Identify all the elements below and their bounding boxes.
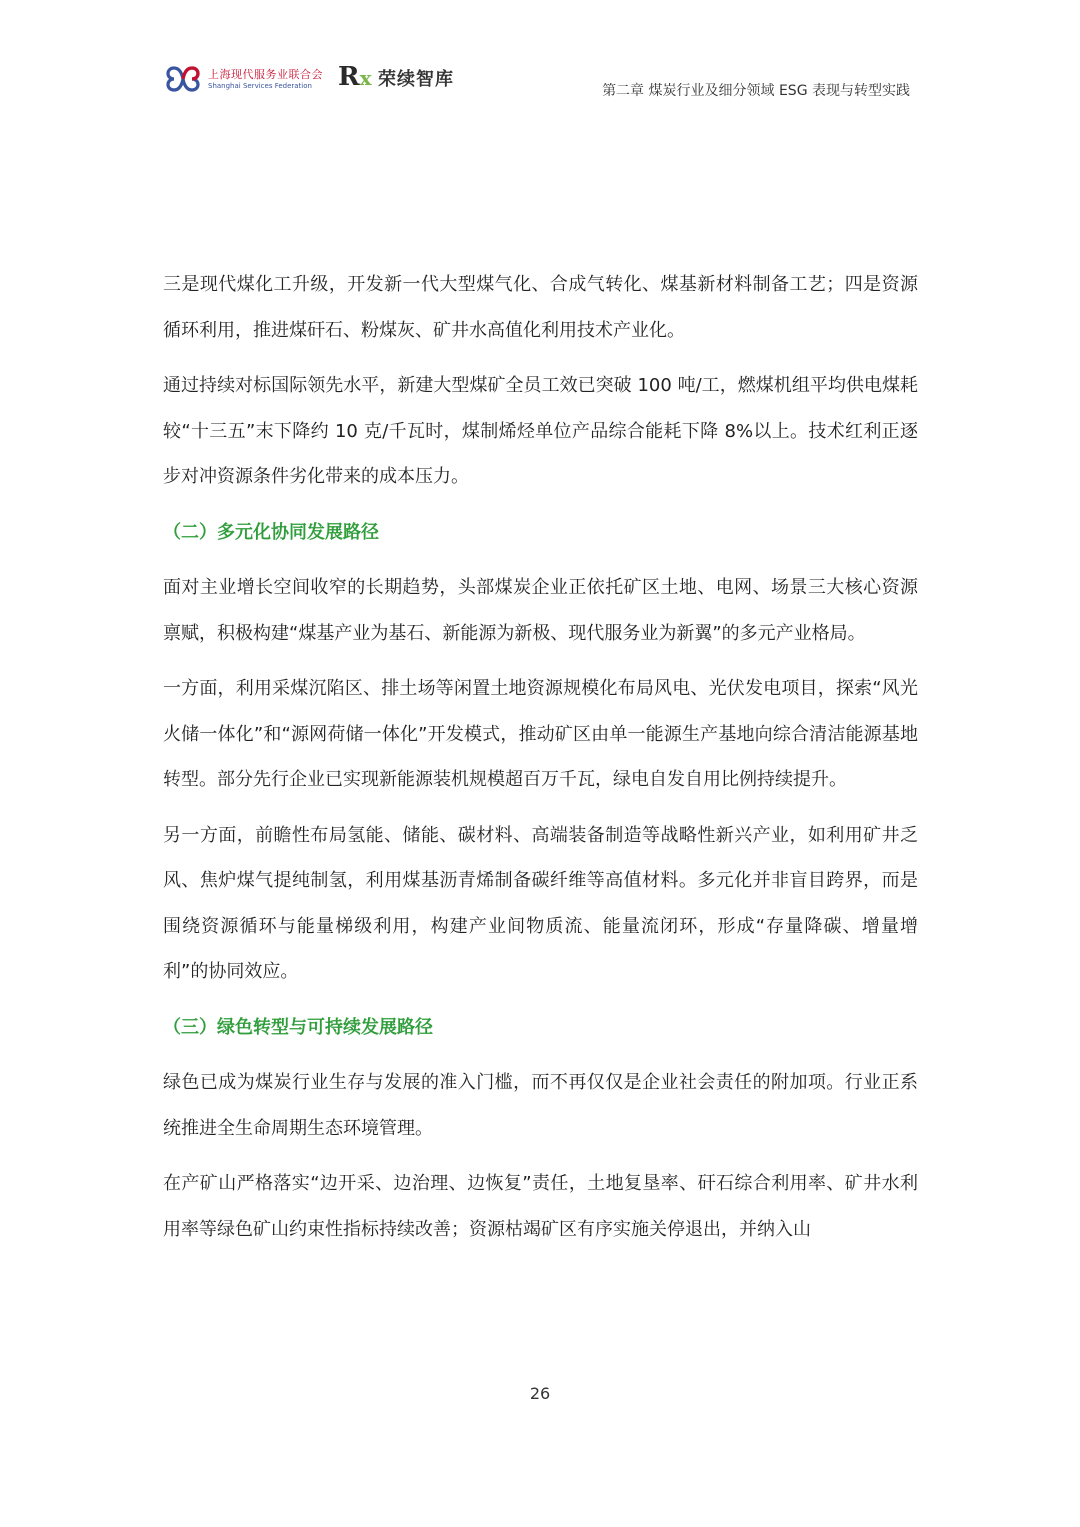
logo-mark-r: R [338,62,360,92]
paragraph-3: 面对主业增长空间收窄的长期趋势，头部煤炭企业正依托矿区土地、电网、场景三大核心资源禀赋，积极构建“煤基产业为基石、新能源为新极、现代服务业为新翼”的多元产业格局。 [163,577,918,644]
think-tank-logo-icon [338,62,372,93]
page-header [0,0,1080,110]
page-number: 26 [529,1384,551,1403]
paragraph-2: 通过持续对标国际领先水平，新建大型煤矿全员工效已突破 100 吨/工，燃煤机组平均供电煤耗较“十三五”末下降约 10 克/千瓦时，煤制烯烃单位产品综合能耗下降 8%以上。技术红利正逐步对冲资源条件劣化带来的成本压力。 [163,375,918,487]
think-tank-name: 荣续智库 [378,69,454,90]
federation-name-en: Shanghai Services Federation [208,82,312,90]
logo-mark-x: x [359,66,372,90]
paragraph-6: 绿色已成为煤炭行业生存与发展的准入门槛，而不再仅仅是企业社会责任的附加项。行业正系统推进全生命周期生态环境管理。 [163,1072,918,1139]
federation-logo [164,62,324,96]
section-heading-diversified: （二）多元化协同发展路径 [163,521,379,543]
federation-name-cn: 上海现代服务业联合会 [208,68,323,81]
chapter-title: 第二章 煤炭行业及细分领域 ESG 表现与转型实践 [602,83,910,99]
paragraph-4: 一方面，利用采煤沉陷区、排土场等闲置土地资源规模化布局风电、光伏发电项目，探索“风光火储一体化”和“源网荷储一体化”开发模式，推动矿区由单一能源生产基地向综合清洁能源基地转型。部分先行企业已实现新能源装机规模超百万千瓦，绿电自发自用比例持续提升。 [163,678,918,790]
think-tank-logo [338,62,468,96]
paragraph-1: 三是现代煤化工升级，开发新一代大型煤气化、合成气转化、煤基新材料制备工艺；四是资源循环利用，推进煤矸石、粉煤灰、矿井水高值化利用技术产业化。 [163,274,918,341]
page-body [163,262,918,1262]
paragraph-5: 另一方面，前瞻性布局氢能、储能、碳材料、高端装备制造等战略性新兴产业，如利用矿井乏风、焦炉煤气提纯制氢，利用煤基沥青烯制备碳纤维等高值材料。多元化并非盲目跨界，而是围绕资源循环与能量梯级利用，构建产业间物质流、能量流闭环，形成“存量降碳、增量增利”的协同效应。 [163,824,918,982]
paragraph-7: 在产矿山严格落实“边开采、边治理、边恢复”责任，土地复垦率、矸石综合利用率、矿井水利用率等绿色矿山约束性指标持续改善；资源枯竭矿区有序实施关停退出，并纳入山 [163,1173,918,1240]
federation-logo-icon [164,64,202,94]
section-heading-green-transition: （三）绿色转型与可持续发展路径 [163,1016,433,1038]
